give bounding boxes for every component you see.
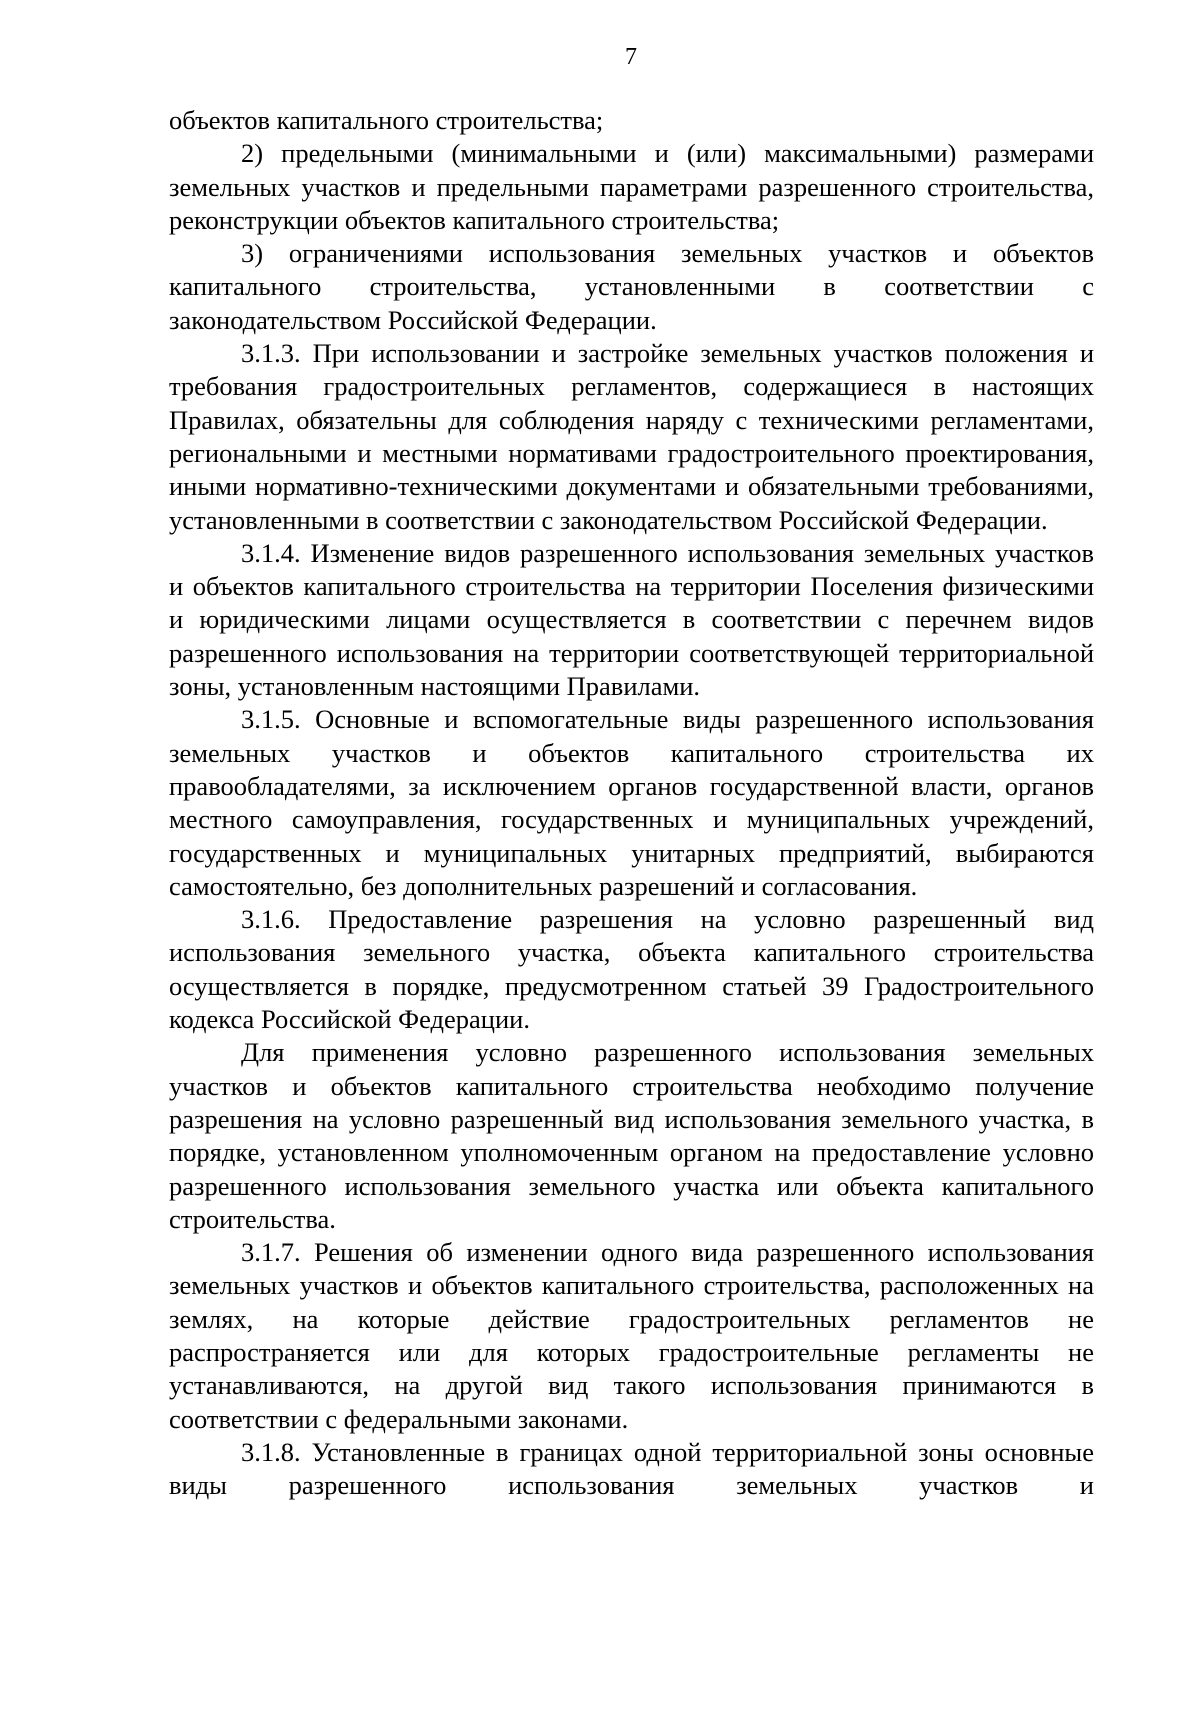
paragraph: 3.1.4. Изменение видов разрешенного использования земельных участков и объектов капитального строительства на территории Поселения физическими и юридическими лицами осуществляется в соответствии с перечнем видов разрешенного использования на территории соответствующей территориальной зоны, установленным настоящими Правилами.: [169, 537, 1094, 702]
paragraph: 3) ограничениями использования земельных участков и объектов капитального строительства, установленными в соответствии с законодательством Российской Федерации.: [169, 238, 1094, 335]
document-body: [169, 104, 1094, 1502]
paragraph: 2) предельными (минимальными и (или) максимальными) размерами земельных участков и предельными параметрами разрешенного строительства, реконструкции объектов капитального строительства;: [169, 138, 1094, 235]
paragraph: 3.1.8. Установленные в границах одной территориальной зоны основные виды разрешенного использования земельных участков и: [169, 1436, 1094, 1501]
page-number: 7: [625, 44, 637, 70]
paragraph: объектов капитального строительства;: [169, 105, 604, 135]
paragraph: 3.1.6. Предоставление разрешения на условно разрешенный вид использования земельного участка, объекта капитального строительства осуществляется в порядке, предусмотренном статьей 39 Градостроительного кодекса Российской Федерации.: [169, 904, 1094, 1035]
paragraph: 3.1.3. При использовании и застройке земельных участков положения и требования градостроительных регламентов, содержащиеся в настоящих Правилах, обязательны для соблюдения наряду с техническими регламентами, региональными и местными нормативами градостроительного проектирования, иными нормативно-техническими документами и обязательными требованиями, установленными в соответствии с законодательством Российской Федерации.: [169, 338, 1094, 535]
paragraph: 3.1.7. Решения об изменении одного вида разрешенного использования земельных участков и объектов капитального строительства, расположенных на землях, на которые действие градостроительных регламентов не распространяется или для которых градостроительные регламенты не устанавливаются, на другой вид такого использования принимаются в соответствии с федеральными законами.: [169, 1237, 1094, 1434]
paragraph: Для применения условно разрешенного использования земельных участков и объектов капитального строительства необходимо получение разрешения на условно разрешенный вид использования земельного участка, в порядке, установленном уполномоченным органом на предоставление условно разрешенного использования земельного участка или объекта капитального строительства.: [169, 1037, 1094, 1234]
paragraph: 3.1.5. Основные и вспомогательные виды разрешенного использования земельных участков и объектов капитального строительства их правообладателями, за исключением органов государственной власти, органов местного самоуправления, государственных и муниципальных учреждений, государственных и муниципальных унитарных предприятий, выбираются самостоятельно, без дополнительных разрешений и согласования.: [169, 704, 1094, 901]
